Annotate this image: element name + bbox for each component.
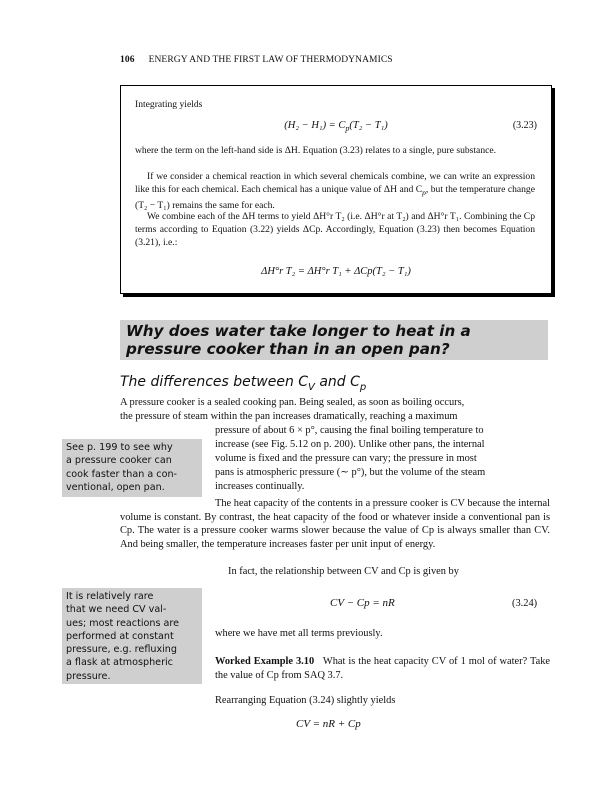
para4: where we have met all terms previously. [215,628,383,639]
box-paragraph-2-tail: , but the temperature change (T₂ − T₁) remains the same for each. [135,184,535,211]
worked-example-label: Worked Example 3.10 [215,656,315,667]
section-title: Why does water take longer to heat in a pressure cooker than in an open pan? [126,322,471,358]
margin-note-cv-values [62,588,202,684]
para1-line6: pans is atmospheric pressure (∼ p°), but the volume of the steam [215,467,486,478]
running-header [120,55,580,65]
margin-note-2-line: pressure, e.g. refluxing [66,644,177,656]
subsection-title: The differences between $C_V$ and $C_p$ [120,374,367,393]
margin-note-2-line: It is relatively rare [66,591,154,602]
margin-note-1-line: cook faster than a con- [66,468,177,480]
rearranging-text: Rearranging Equation (3.24) slightly yields [215,695,396,706]
worked-example [215,655,550,682]
margin-note-1-line: ventional, open pan. [66,481,165,493]
box-paragraph-3: We combine each of the ΔH terms to yield ΔH°r T₂ (i.e. ΔH°r at T₂) and ΔH°r T₁. Combining the Cp terms according to Equation (3.22) yields ΔCp. Accordingly, Equation (3.23) then becomes Equation (3.21), i.e.: [135,211,535,248]
eq-323-tail: (T₂ − T₁) [349,120,388,131]
para1-line5: volume is fixed and the pressure can vary; the pressure in most [215,453,477,464]
para1-line2: the pressure of steam within the pan increases dramatically, reaching a maximum [120,411,458,422]
margin-note-2-line: ues; most reactions are [66,617,180,629]
box-intro: Integrating yields [135,99,203,110]
eq-final-box: ΔH°r T₂ = ΔH°r T₁ + ΔCp(T₂ − T₁) [261,266,411,277]
worked-example-text: What is the heat capacity CV of 1 mol of water? Take the value of Cp from SAQ 3.7. [215,656,551,681]
subsection-title-part1: The differences between C [120,374,309,390]
para1-line4: increase (see Fig. 5.12 on p. 200). Unlike other pans, the internal [215,439,485,450]
margin-note-2-line: that we need CV val- [66,604,167,616]
para2: The heat capacity of the contents in a pressure cooker is CV because the internal volume is constant. By contrast, the heat capacity of the food or whatever inside a conventional pan is Cp. The water is a pressure cooker warms slower because the value of Cp is always smaller than CV. And being smaller, the temperature increases faster per unit input of energy. [120,498,550,550]
margin-note-2-line: performed at constant [66,630,174,642]
equation-number-3-24: (3.24) [512,598,538,609]
margin-note-2-line: pressure. [66,670,111,682]
para1-line1: A pressure cooker is a sealed cooking pan. Being sealed, as soon as boiling occurs, [120,397,465,408]
equation-cv-final: CV = nR + Cp [296,718,361,730]
margin-note-1-line: a pressure cooker can [66,455,172,467]
box-paragraph-1: where the term on the left-hand side is ΔH. Equation (3.23) relates to a single, pure substance. [135,145,497,156]
derivation-box: Integrating yields $(H_2 - H_1) = C_p(T_2 - T_1)$ (3.23) where the term on the left-hand side is ΔH. Equation (3.23) relates to a single, pure substance. If we consider a chemical reaction in which several chemicals combine, we can write an expression like this for each chemical. Each chemical has a unique value of ΔH and $C_p$, but the temperature change (T₂ − T₁) remains the same for each. We combine each of the ΔH terms to yield ΔH°r T₂ (i.e. ΔH°r at T₂) and ΔH°r T₁. Combining the Cp terms according to Equation (3.22) yields ΔCp. Accordingly, Equation (3.23) then becomes Equation (3.21), i.e.: ΔH°r T₂ = ΔH°r T₁ + ΔCp(T₂ − T₁) [120,85,552,294]
running-title: ENERGY AND THE FIRST LAW OF THERMODYNAMICS [148,55,393,65]
eq-323-main: (H₂ − H₁) = C [284,120,346,131]
para1-line7: increases continually. [215,481,305,492]
equation-3-24: CV − Cp = nR [330,597,395,609]
para3: In fact, the relationship between CV and Cp is given by [228,566,459,577]
margin-note-pressure-cooker [62,439,202,497]
margin-note-2-line: a flask at atmospheric [66,657,173,669]
subsection-title-part2: and C [314,374,360,390]
para1-line3: pressure of about 6 × p°, causing the final boiling temperature to [215,425,484,436]
box-paragraph-2: If we consider a chemical reaction in which several chemicals combine, we can write an expression like this for each chemical. Each chemical has a unique value of ΔH and $C_p$, but the temperature change (T₂ − T₁) remains the same for each. [135,171,535,211]
margin-note-1-line: See p. 199 to see why [66,442,173,453]
page-number: 106 [120,55,135,65]
equation-number-3-23: (3.23) [512,120,537,131]
box-paragraph-2-text: If we consider a chemical reaction in which several chemicals combine, we can write an expression like this for each chemical. Each chemical has a unique value of ΔH and C [135,171,535,195]
